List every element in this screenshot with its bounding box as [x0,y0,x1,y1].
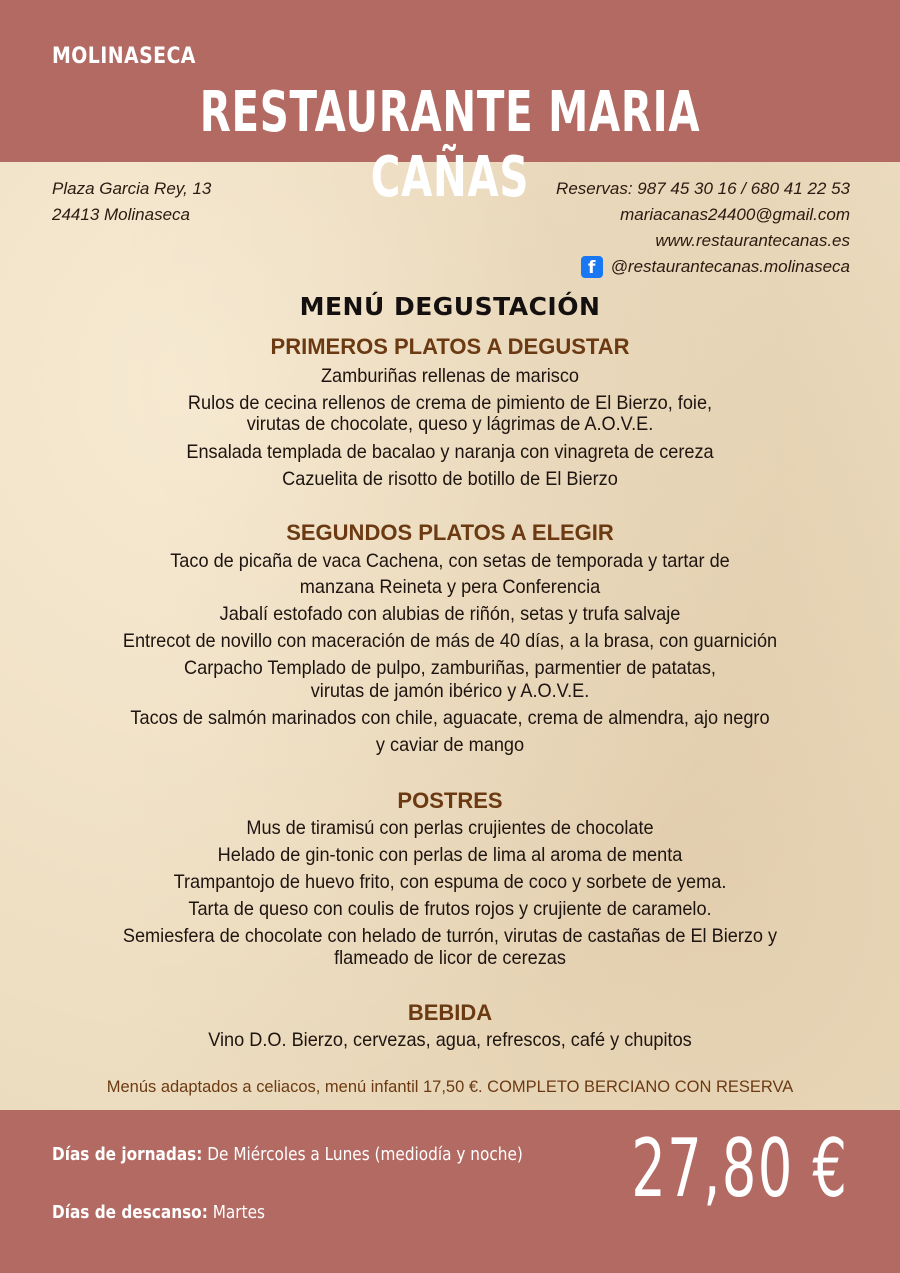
menu-item: Helado de gin-tonic con perlas de lima al aroma de menta [217,844,683,866]
descanso-label: Días de descanso: [52,1202,208,1223]
section-title-segundos: SEGUNDOS PLATOS A ELEGIR [286,520,614,545]
menu-item: Carpacho Templado de pulpo, zamburiñas, parmentier de patatas, [184,657,716,679]
contact-block [556,176,850,280]
restaurant-title: RESTAURANTE MARIA CAÑAS [199,80,701,210]
town-label: MOLINASECA [52,44,196,69]
menu-item: flameado de licor de cerezas [334,947,566,969]
menu-item: Ensalada templada de bacalao y naranja con vinagreta de cereza [186,441,714,463]
jornadas-line [52,1144,523,1165]
menu-item: virutas de chocolate, queso y lágrimas de A.O.V.E. [246,413,654,435]
descanso-value: Martes [212,1202,265,1223]
menu-item: Zamburiñas rellenas de marisco [320,365,580,387]
email-link[interactable]: mariacanas24400@gmail.com [620,205,850,224]
facebook-handle[interactable]: @restaurantecanas.molinaseca [610,257,850,276]
section-title-postres: POSTRES [397,788,503,813]
menu-item: Taco de picaña de vaca Cachena, con setas de temporada y tartar de [170,550,730,572]
address-street: Plaza Garcia Rey, 13 [52,179,212,198]
facebook-icon: f [581,256,603,278]
section-title-primeros: PRIMEROS PLATOS A DEGUSTAR [270,334,630,359]
descanso-line [52,1202,265,1223]
jornadas-value: De Miércoles a Lunes (mediodía y noche) [207,1144,523,1165]
menu-item: Tarta de queso con coulis de frutos rojos y crujiente de caramelo. [188,898,712,920]
jornadas-label: Días de jornadas: [52,1144,203,1165]
facebook-row[interactable] [556,254,850,280]
menu-item: manzana Reineta y pera Conferencia [299,576,601,598]
website-link[interactable]: www.restaurantecanas.es [655,231,850,250]
address-block [52,176,211,228]
reservas-phone[interactable]: Reservas: 987 45 30 16 / 680 41 22 53 [556,179,850,198]
menu-item: Vino D.O. Bierzo, cervezas, agua, refrescos, café y chupitos [208,1029,692,1051]
menu-item: y caviar de mango [375,734,525,756]
menu-item: Jabalí estofado con alubias de riñón, setas y trufa salvaje [219,603,681,625]
menu-title: MENÚ DEGUSTACIÓN [299,292,601,321]
section-title-bebida: BEBIDA [407,1000,493,1025]
dietary-note: Menús adaptados a celiacos, menú infantil 17,50 €. COMPLETO BERCIANO CON RESERVA [106,1077,794,1096]
menu-item: Tacos de salmón marinados con chile, aguacate, crema de almendra, ajo negro [130,707,770,729]
menu-item: Mus de tiramisú con perlas crujientes de chocolate [246,817,654,839]
menu-item: Entrecot de novillo con maceración de más de 40 días, a la brasa, con guarnición [122,630,778,652]
menu-item: Semiesfera de chocolate con helado de turrón, virutas de castañas de El Bierzo y [122,925,778,947]
address-city: 24413 Molinaseca [52,205,190,224]
menu-item: virutas de jamón ibérico y A.O.V.E. [310,680,590,702]
menu-item: Rulos de cecina rellenos de crema de pimiento de El Bierzo, foie, [187,392,713,414]
menu-item: Cazuelita de risotto de botillo de El Bierzo [282,468,618,490]
menu-price: 27,80 € [630,1122,848,1215]
menu-item: Trampantojo de huevo frito, con espuma de coco y sorbete de yema. [173,871,727,893]
